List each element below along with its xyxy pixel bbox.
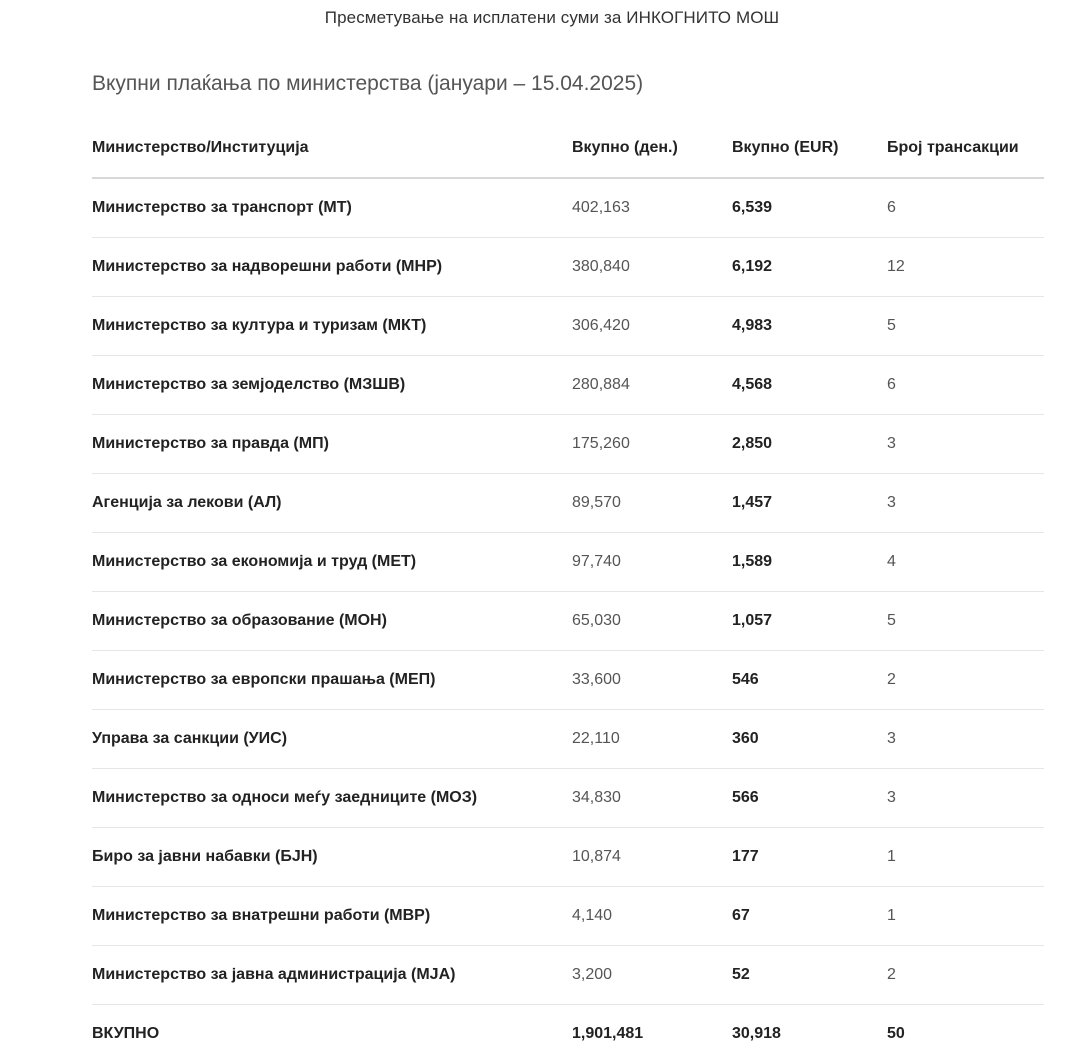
table-row [92, 356, 1044, 415]
cell-total-den: 402,163 [572, 178, 732, 238]
cell-institution: Министерство за култура и туризам (МКТ) [92, 297, 572, 356]
cell-transactions: 3 [887, 474, 1044, 533]
header-institution: Министерство/Институција [92, 118, 572, 178]
cell-total-eur: 4,568 [732, 356, 887, 415]
cell-transactions: 3 [887, 415, 1044, 474]
cell-transactions: 1 [887, 887, 1044, 946]
cell-institution: Управа за санкции (УИС) [92, 710, 572, 769]
cell-institution: Биро за јавни набавки (БЈН) [92, 828, 572, 887]
cell-institution: Министерство за транспорт (МТ) [92, 178, 572, 238]
cell-institution: Министерство за односи меѓу заедниците (МОЗ) [92, 769, 572, 828]
table-row [92, 946, 1044, 1005]
cell-transactions: 5 [887, 297, 1044, 356]
total-eur: 30,918 [732, 1005, 887, 1063]
section-title: Вкупни плаќања по министерства (јануари – 15.04.2025) [92, 72, 643, 96]
cell-total-eur: 6,192 [732, 238, 887, 297]
page-title: Пресметување на исплатени суми за ИНКОГНИТО МОШ [0, 8, 1079, 28]
cell-total-den: 175,260 [572, 415, 732, 474]
table-row [92, 297, 1044, 356]
cell-transactions: 1 [887, 828, 1044, 887]
cell-transactions: 2 [887, 946, 1044, 1005]
cell-total-den: 33,600 [572, 651, 732, 710]
cell-total-eur: 566 [732, 769, 887, 828]
cell-transactions: 6 [887, 356, 1044, 415]
cell-total-eur: 360 [732, 710, 887, 769]
cell-transactions: 5 [887, 592, 1044, 651]
cell-total-eur: 546 [732, 651, 887, 710]
cell-transactions: 3 [887, 769, 1044, 828]
total-label: ВКУПНО [92, 1005, 572, 1063]
payments-table-container [92, 118, 1044, 1063]
cell-total-eur: 67 [732, 887, 887, 946]
cell-total-den: 280,884 [572, 356, 732, 415]
cell-total-den: 65,030 [572, 592, 732, 651]
payments-table [92, 118, 1044, 1063]
cell-total-den: 34,830 [572, 769, 732, 828]
table-row [92, 474, 1044, 533]
table-total-row [92, 1005, 1044, 1063]
cell-transactions: 4 [887, 533, 1044, 592]
header-total-den: Вкупно (ден.) [572, 118, 732, 178]
cell-total-den: 3,200 [572, 946, 732, 1005]
cell-total-den: 89,570 [572, 474, 732, 533]
table-row [92, 887, 1044, 946]
cell-transactions: 2 [887, 651, 1044, 710]
cell-institution: Министерство за образование (МОН) [92, 592, 572, 651]
cell-transactions: 3 [887, 710, 1044, 769]
cell-total-den: 306,420 [572, 297, 732, 356]
cell-total-eur: 177 [732, 828, 887, 887]
cell-institution: Министерство за јавна администрација (МЈА) [92, 946, 572, 1005]
table-row [92, 769, 1044, 828]
cell-institution: Министерство за европски прашања (МЕП) [92, 651, 572, 710]
table-row [92, 415, 1044, 474]
cell-transactions: 6 [887, 178, 1044, 238]
cell-total-eur: 1,057 [732, 592, 887, 651]
cell-institution: Министерство за правда (МП) [92, 415, 572, 474]
table-header-row [92, 118, 1044, 178]
total-den: 1,901,481 [572, 1005, 732, 1063]
table-row [92, 592, 1044, 651]
cell-total-den: 10,874 [572, 828, 732, 887]
cell-total-den: 4,140 [572, 887, 732, 946]
table-row [92, 651, 1044, 710]
cell-total-eur: 1,457 [732, 474, 887, 533]
header-total-eur: Вкупно (EUR) [732, 118, 887, 178]
cell-institution: Министерство за земјоделство (МЗШВ) [92, 356, 572, 415]
cell-institution: Министерство за внатрешни работи (МВР) [92, 887, 572, 946]
table-row [92, 178, 1044, 238]
table-row [92, 710, 1044, 769]
cell-total-eur: 4,983 [732, 297, 887, 356]
table-row [92, 238, 1044, 297]
total-transactions: 50 [887, 1005, 1044, 1063]
cell-total-eur: 1,589 [732, 533, 887, 592]
cell-total-den: 380,840 [572, 238, 732, 297]
cell-total-den: 22,110 [572, 710, 732, 769]
cell-total-eur: 6,539 [732, 178, 887, 238]
table-row [92, 828, 1044, 887]
cell-total-eur: 52 [732, 946, 887, 1005]
cell-institution: Министерство за надворешни работи (МНР) [92, 238, 572, 297]
cell-institution: Агенција за лекови (АЛ) [92, 474, 572, 533]
cell-total-eur: 2,850 [732, 415, 887, 474]
table-row [92, 533, 1044, 592]
cell-transactions: 12 [887, 238, 1044, 297]
header-transactions: Број трансакции [887, 118, 1044, 178]
cell-total-den: 97,740 [572, 533, 732, 592]
cell-institution: Министерство за економија и труд (МЕТ) [92, 533, 572, 592]
